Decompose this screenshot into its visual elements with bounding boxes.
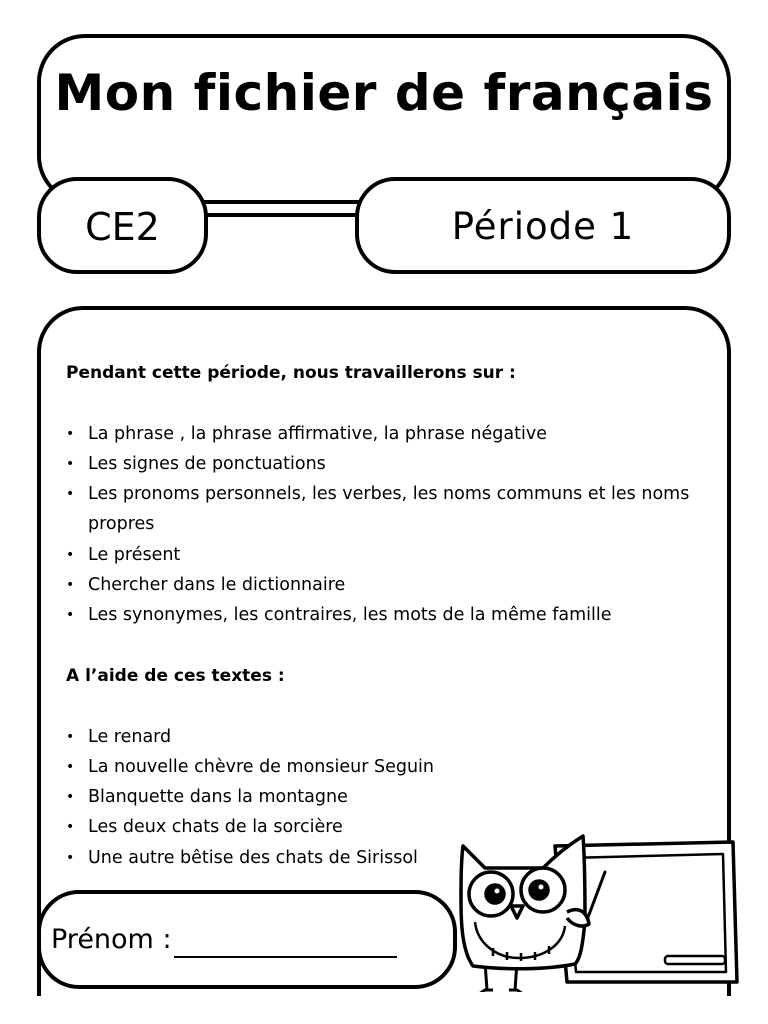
text-item: • Blanquette dans la montagne bbox=[66, 782, 706, 812]
topics-list bbox=[66, 419, 706, 631]
connector-line bbox=[200, 213, 360, 217]
topic-item: • Les signes de ponctuations bbox=[66, 449, 706, 479]
topic-item: • Chercher dans le dictionnaire bbox=[66, 570, 706, 600]
period-label: Période 1 bbox=[451, 205, 635, 248]
grade-box bbox=[37, 177, 208, 274]
name-box bbox=[37, 890, 457, 989]
grade-label: CE2 bbox=[85, 205, 160, 249]
text-item: • Le renard bbox=[66, 722, 706, 752]
page-title: Mon fichier de français bbox=[54, 64, 714, 122]
texts-heading: A l’aide de ces textes : bbox=[66, 665, 285, 686]
topic-item: • La phrase , la phrase affirmative, la phrase négative bbox=[66, 419, 706, 449]
text-item: • La nouvelle chèvre de monsieur Seguin bbox=[66, 752, 706, 782]
name-label: Prénom : bbox=[51, 924, 172, 955]
topics-heading: Pendant cette période, nous travaillerons sur : bbox=[66, 363, 516, 383]
topic-item: • Les synonymes, les contraires, les mots de la même famille bbox=[66, 600, 706, 630]
text-item: • Les deux chats de la sorcière bbox=[66, 812, 706, 842]
content-section bbox=[66, 358, 706, 873]
period-box bbox=[355, 177, 731, 274]
text-item: • Une autre bêtise des chats de Sirissol bbox=[66, 843, 706, 873]
owl-teacher-illustration bbox=[455, 832, 740, 992]
topic-item: • Le présent bbox=[66, 540, 706, 570]
topic-item: • Les pronoms personnels, les verbes, les noms communs et les noms propres bbox=[66, 479, 706, 540]
name-write-line[interactable] bbox=[174, 956, 397, 958]
